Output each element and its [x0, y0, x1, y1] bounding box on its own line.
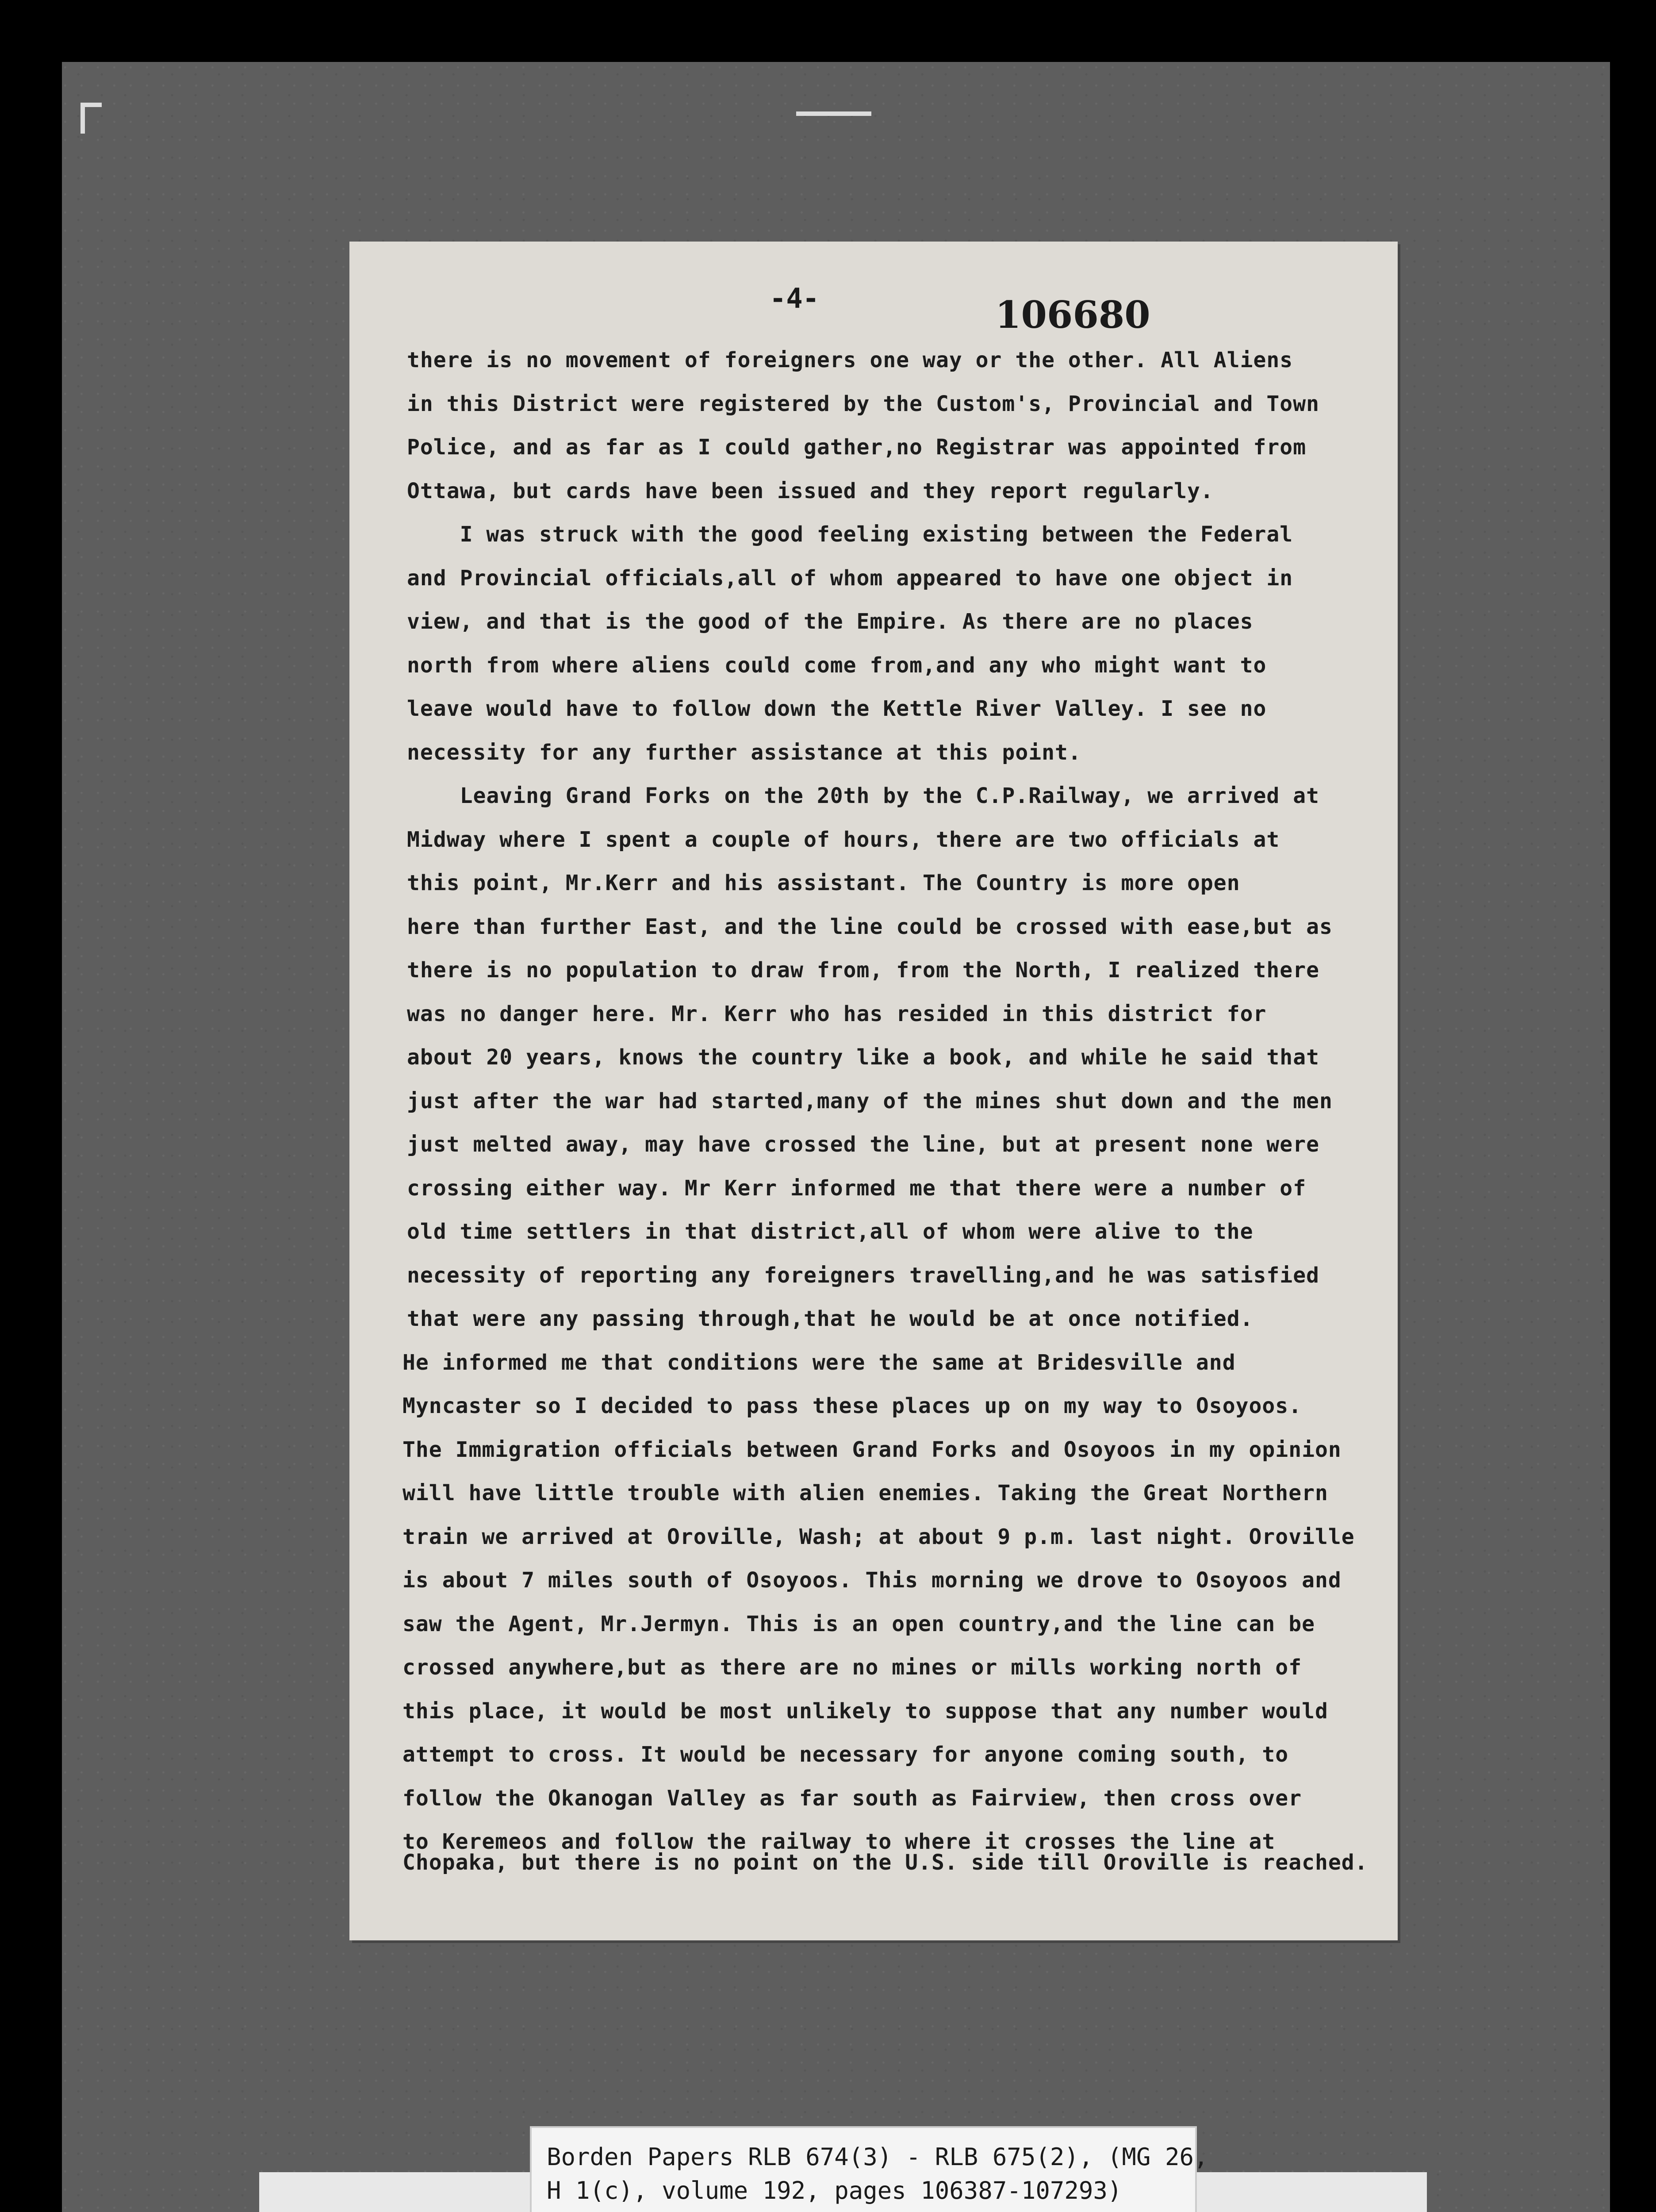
letter-line: Leaving Grand Forks on the 20th by the C.P.Railway, we arrived at	[407, 783, 1319, 808]
folio-number: 106680	[995, 293, 1150, 337]
letter-line: about 20 years, knows the country like a book, and while he said that	[407, 1045, 1319, 1070]
letter-line: saw the Agent, Mr.Jermyn. This is an open country,and the line can be	[402, 1611, 1315, 1636]
letter-line: old time settlers in that district,all of whom were alive to the	[407, 1219, 1254, 1244]
letter-line: Ottawa, but cards have been issued and they report regularly.	[407, 478, 1214, 503]
typed-letter-page	[349, 242, 1398, 1940]
letter-line: that were any passing through,that he would be at once notified.	[407, 1306, 1254, 1331]
letter-line: north from where aliens could come from,and any who might want to	[407, 653, 1267, 678]
letter-line: just after the war had started,many of the mines shut down and the men	[407, 1088, 1333, 1114]
letter-line: He informed me that conditions were the same at Bridesville and	[402, 1350, 1236, 1375]
letter-line: Myncaster so I decided to pass these places up on my way to Osoyoos.	[402, 1394, 1302, 1418]
letter-line: just melted away, may have crossed the line, but at present none were	[407, 1132, 1319, 1157]
letter-line: there is no movement of foreigners one way or the other. All Aliens	[407, 348, 1293, 373]
letter-line: crossing either way. Mr Kerr informed me that there were a number of	[407, 1175, 1307, 1201]
letter-line: to Keremeos and follow the railway to where it crosses the line at	[402, 1829, 1276, 1854]
letter-line: necessity for any further assistance at this point.	[407, 740, 1081, 765]
letter-line: this point, Mr.Kerr and his assistant. The Country is more open	[407, 871, 1240, 895]
letter-line: train we arrived at Oroville, Wash; at about 9 p.m. last night. Oroville	[402, 1524, 1355, 1549]
letter-line: attempt to cross. It would be necessary for anyone coming south, to	[402, 1742, 1289, 1767]
letter-line: follow the Okanogan Valley as far south as Fairview, then cross over	[402, 1786, 1302, 1811]
letter-line: view, and that is the good of the Empire. As there are no places	[407, 609, 1254, 634]
letter-line: is about 7 miles south of Osoyoos. This morning we drove to Osoyoos and	[402, 1568, 1342, 1593]
letter-body	[349, 242, 1398, 1940]
letter-line: Chopaka, but there is no point on the U.S. side till Oroville is reached.	[402, 1850, 1368, 1875]
letter-line: crossed anywhere,but as there are no mines or mills working north of	[402, 1655, 1302, 1680]
letter-line: here than further East, and the line could be crossed with ease,but as	[407, 914, 1333, 939]
citation-line: H 1(c), volume 192, pages 106387-107293)	[547, 2177, 1122, 2204]
letter-line: this place, it would be most unlikely to suppose that any number would	[402, 1698, 1328, 1724]
letter-line: in this District were registered by the Custom's, Provincial and Town	[407, 391, 1319, 416]
letter-line: leave would have to follow down the Kettle River Valley. I see no	[407, 696, 1267, 721]
letter-line: The Immigration officials between Grand Forks and Osoyoos in my opinion	[402, 1437, 1342, 1462]
letter-line: there is no population to draw from, from the North, I realized there	[407, 958, 1319, 983]
letter-line: I was struck with the good feeling existing between the Federal	[407, 522, 1293, 547]
letter-line: will have little trouble with alien enemies. Taking the Great Northern	[402, 1481, 1328, 1505]
letter-line: was no danger here. Mr. Kerr who has resided in this district for	[407, 1001, 1267, 1026]
page-number: -4-	[770, 282, 819, 315]
letter-line: and Provincial officials,all of whom appeared to have one object in	[407, 565, 1293, 591]
citation-caption	[530, 2126, 1208, 2212]
frame-tick-mark	[796, 111, 871, 116]
letter-line: Police, and as far as I could gather,no Registrar was appointed from	[407, 435, 1307, 460]
letter-line: Midway where I spent a couple of hours, there are two officials at	[407, 827, 1280, 852]
corner-mark	[80, 103, 102, 134]
citation-line: Borden Papers RLB 674(3) - RLB 675(2), (MG 26,	[547, 2143, 1208, 2171]
letter-line: necessity of reporting any foreigners travelling,and he was satisfied	[407, 1263, 1319, 1288]
